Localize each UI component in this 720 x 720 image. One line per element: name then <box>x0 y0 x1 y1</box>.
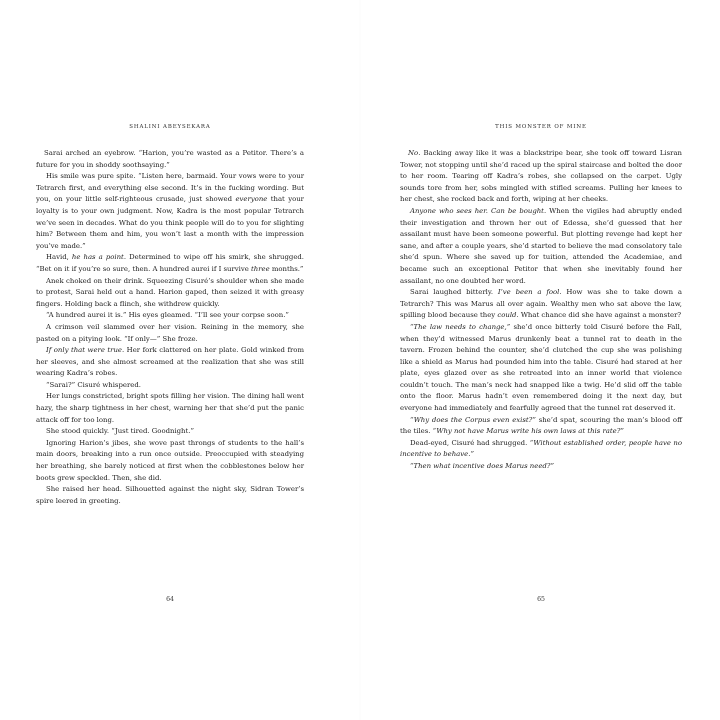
text-run: . When the vigiles had abruptly ended their investigation and thrown her out of Edessa, she’d guessed that her assailant must have been someone powerful. But plotting revenge had kept her sane, and after a couple years, she’d started to believe the mad consolatory tale she’d spun. Where she saved up for tuition, attended the Academiae, and became such an exceptional Petitor that when she inevitably found her assailant, no one doubted her word. <box>400 206 682 285</box>
paragraph <box>36 426 304 438</box>
text-run: . Backing away like it was a blackstripe bear, she took off toward Lisran Tower, not stopping until she’d raced up the spiral staircase and bolted the door to her room. Tearing off Kadra’s robes, she collapsed on the carpet. Ugly sounds tore from her, sobs mingled with stifled screams. Pulling her knees to her chest, she rocked back and forth, wiping at her cheeks. <box>400 149 682 204</box>
text-run: She raised her head. Silhouetted against the night sky, Sidran Tower’s spire leered in greeting. <box>36 485 304 505</box>
paragraph <box>400 148 682 206</box>
italic-run: “Why not have Marus write his own laws at this rate?” <box>432 427 624 436</box>
gutter-shadow <box>359 0 361 720</box>
italic-run: Anyone who sees her. Can be bought <box>410 206 544 215</box>
page-number-right: 65 <box>537 596 545 603</box>
paragraph <box>36 391 304 426</box>
italic-run: “Why does the Corpus even exist?” <box>410 415 536 424</box>
right-page <box>400 0 682 720</box>
text-run: Her lungs constricted, bright spots filling her vision. The dining hall went hazy, the sharp tightness in her chest, warning her that she’d put the panic attack off for too long. <box>36 392 304 424</box>
text-run: His smile was pure spite. “Listen here, barmaid. Your vows were to your Tetrarch first, and everything else second. It’s in the fucking wording. But you, on your little self-righteous crusade, just showed <box>36 172 304 204</box>
text-run: . What chance did she have against a monster? <box>516 311 682 320</box>
text-run: “Sarai?” Cisuré whispered. <box>46 380 141 389</box>
italic-run: he has a point <box>71 253 124 262</box>
paragraph <box>400 438 682 461</box>
text-run: Sarai laughed bitterly. <box>410 288 498 297</box>
text-run: Havid, <box>46 253 72 262</box>
text-run: . Determined to wipe off his smirk, she shrugged. “Bet on it if you’re so sure, then. A hundred aurei if I survive <box>36 253 304 273</box>
paragraph <box>400 461 682 473</box>
right-page-body <box>400 148 682 473</box>
paragraph <box>400 322 682 415</box>
page-number-left: 64 <box>166 596 174 603</box>
text-run: She stood quickly. “Just tired. Goodnight.” <box>46 427 194 436</box>
italic-run: No <box>408 149 419 157</box>
italic-run: everyone <box>235 195 268 204</box>
running-head-author: SHALINI ABEYSEKARA <box>129 124 211 130</box>
text-run: “A hundred aurei it is.” His eyes gleamed. “I’ll see your corpse soon.” <box>46 311 289 320</box>
text-run: A crimson veil slammed over her vision. Reining in the memory, she pasted on a pitying look. “If only—” She froze. <box>36 322 304 343</box>
running-head-title: THIS MONSTER OF MINE <box>495 124 587 130</box>
text-run: Anek choked on their drink. Squeezing Cisuré’s shoulder when she made to protest, Sarai held out a hand. Harion gaped, then seized it with greasy fingers. Holding back a flinch, she withdrew quickly. <box>36 276 304 308</box>
paragraph <box>400 287 682 322</box>
paragraph <box>36 438 304 484</box>
paragraph <box>36 322 304 345</box>
text-run: . Her fork clattered on her plate. Gold winked from her sleeves, and she almost screamed at the realization that she was still wearing Kadra’s robes. <box>36 346 304 378</box>
paragraph <box>36 484 304 507</box>
italic-run: “Without established order, people have no incentive to behave.” <box>400 438 682 459</box>
italic-run: I’ve been a fool <box>497 288 560 297</box>
paragraph <box>36 276 304 311</box>
italic-run: “Then what incentive does Marus need?” <box>410 462 555 471</box>
text-run: Dead-eyed, Cisuré had shrugged. <box>410 438 530 447</box>
text-run: Ignoring Harion’s jibes, she wove past throngs of students to the hall’s main doors, breaking into a run once outside. Preoccupied with steadying her breathing, she barely noticed at first when the cobblestones below her boots grew speckled. Then, she did. <box>36 438 304 482</box>
text-run: she’d once bitterly told Cisuré before the Fall, when they’d witnessed Marus drunkenly beat a tunnel rat to death in the tavern. Frozen behind the counter, she’d clutched the cup she was polishing like a shield as Marus had pounded him into the table. Cisuré had stared at her plate, eyes glazed over as she retreated into an inner world that violence couldn’t touch. The man’s neck had snapped like a twig. He’d slid off the table onto the floor. Marus hadn’t even remembered doing it the next day, but everyone had immediately and fearfully agreed that the tunnel rat deserved it. <box>400 322 683 413</box>
left-page-body <box>36 148 304 507</box>
paragraph <box>400 415 682 438</box>
text-run: that your loyalty is to your own judgment. Now, Kadra is the most popular Tetrarch we’ve seen in decades. What do you think people will do to you for slighting him? Between them and him, you won’t last a month with the impression you’ve made.” <box>36 195 304 250</box>
left-page <box>36 0 304 720</box>
paragraph <box>36 380 304 392</box>
paragraph <box>400 206 682 287</box>
italic-run: could <box>497 311 517 320</box>
text-run: . How was she to take down a Tetrarch? This was Marus all over again. Wealthy men who sat above the law, spilling blood because they <box>400 288 682 320</box>
text-run: Sarai arched an eyebrow. “Harion, you’re wasted as a Petitor. There’s a future for you in shoddy soothsaying.” <box>36 149 304 169</box>
paragraph <box>36 345 304 380</box>
text-run: months.” <box>269 264 304 273</box>
text-run: she’d spat, scouring the man’s blood off the tiles. <box>400 415 682 436</box>
paragraph <box>36 310 304 322</box>
paragraph <box>36 171 304 252</box>
italic-run: If only that were true <box>46 346 122 355</box>
paragraph <box>36 252 304 275</box>
italic-run: three <box>251 264 270 273</box>
paragraph <box>36 148 304 171</box>
italic-run: “The law needs to change,” <box>410 322 511 331</box>
